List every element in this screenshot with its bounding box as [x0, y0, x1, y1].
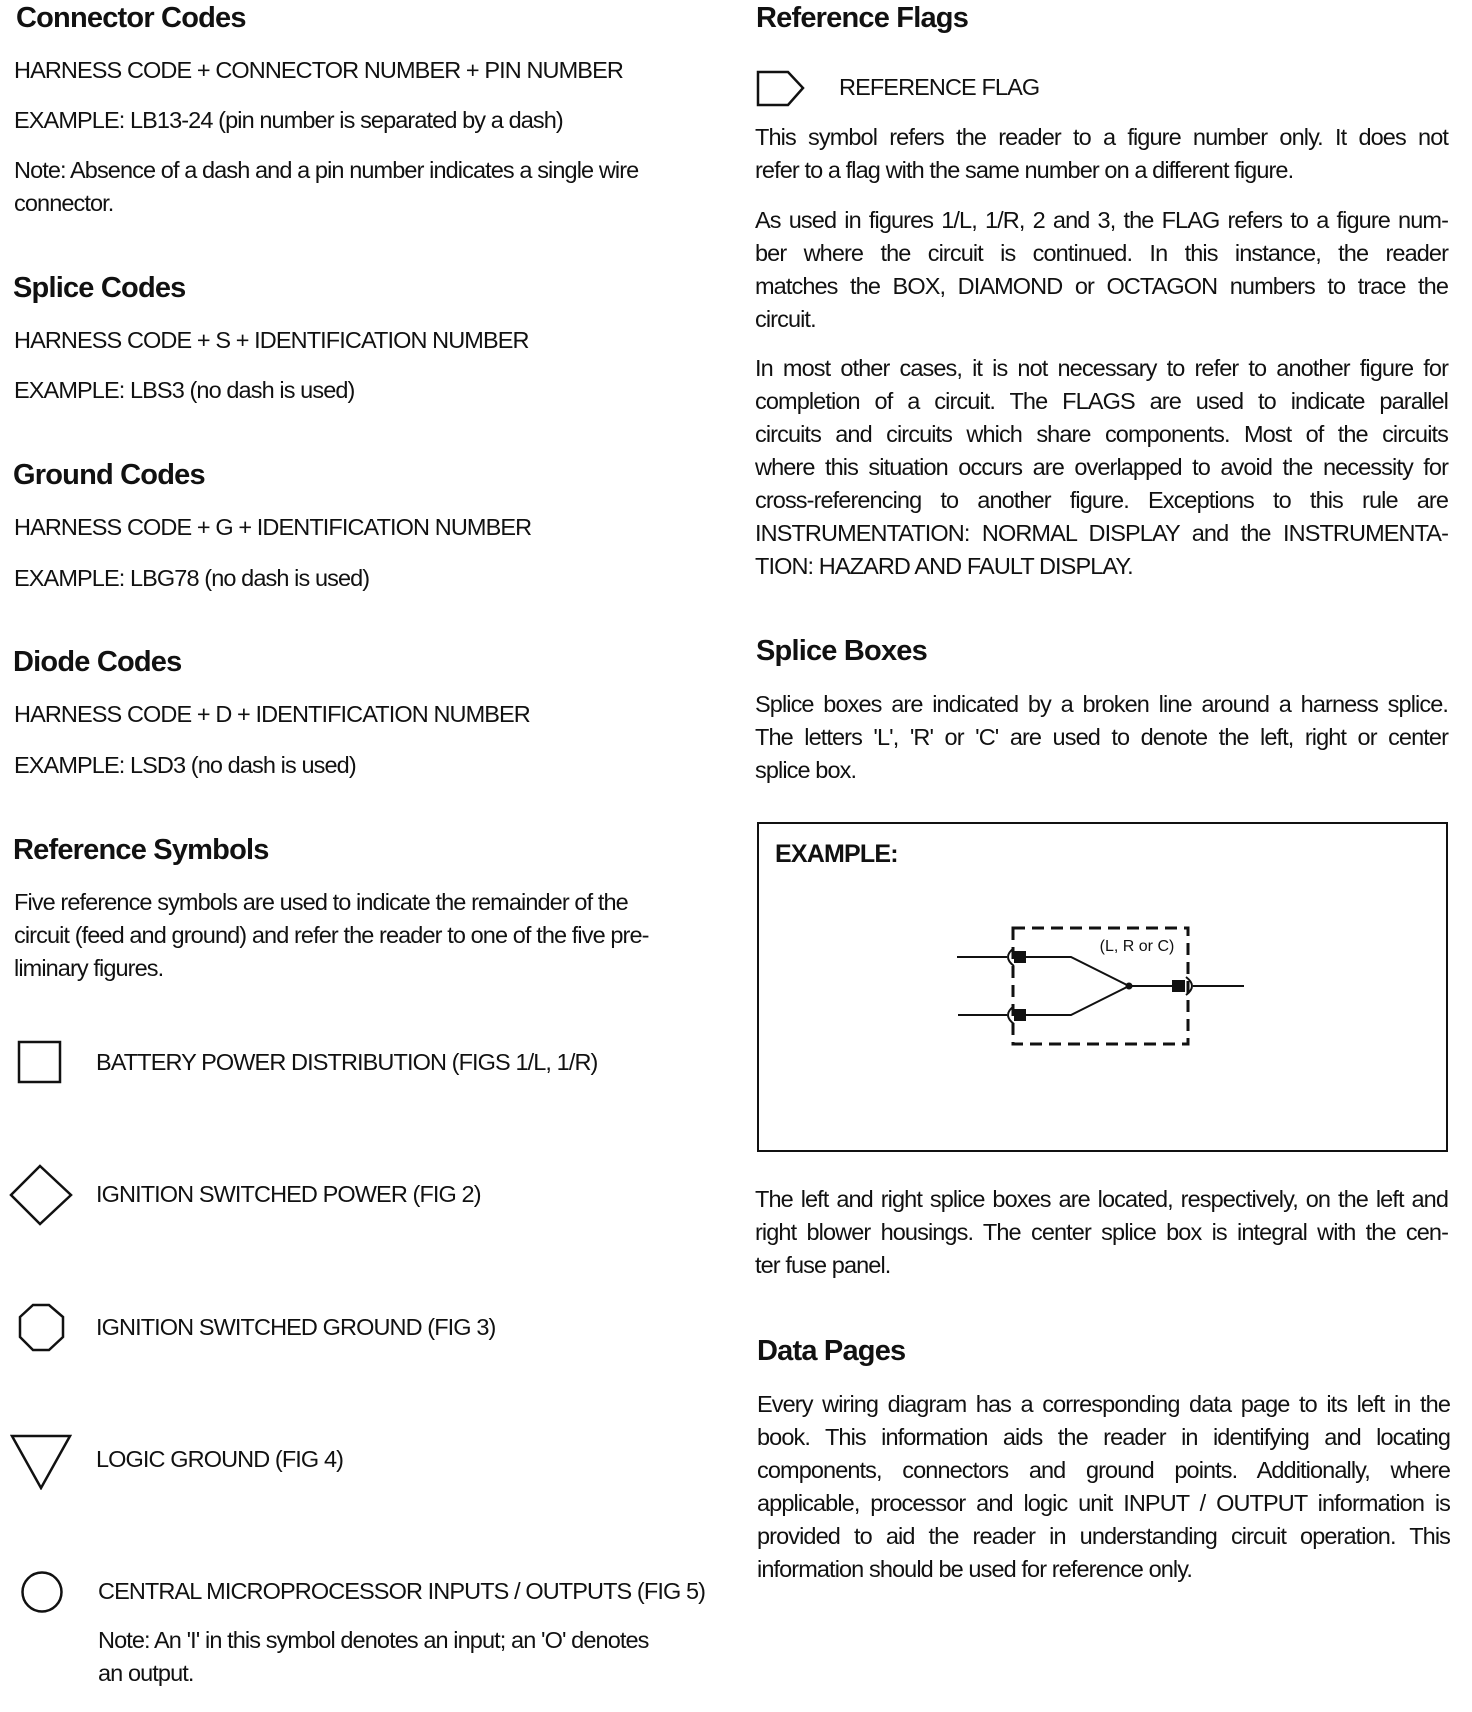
connector-codes-heading: Connector Codes: [16, 2, 246, 34]
symbol-label-microprocessor: CENTRAL MICROPROCESSOR INPUTS / OUTPUTS (FIG 5): [98, 1578, 706, 1604]
splice-boxes-paragraph-2: [755, 1183, 1448, 1282]
text-line: TION: HAZARD AND FAULT DISPLAY.: [755, 553, 1133, 579]
text-line: circuit (feed and ground) and refer the reader to one of the five pre-: [14, 922, 649, 948]
text-line: ber where the circuit is continued. In this instance, the reader: [755, 240, 1448, 266]
reference-flags-paragraph-2: [755, 204, 1448, 336]
diode-codes-example: EXAMPLE: LSD3 (no dash is used): [14, 752, 356, 778]
reference-flags-heading: Reference Flags: [756, 2, 969, 34]
text-line: liminary figures.: [14, 955, 164, 981]
diode-codes-heading: Diode Codes: [13, 646, 182, 678]
reference-flags-paragraph-3: [755, 352, 1448, 583]
text-line: matches the BOX, DIAMOND or OCTAGON numbers to trace the: [755, 273, 1448, 299]
reference-symbols-heading: Reference Symbols: [13, 834, 269, 866]
symbol-label-logic-ground: LOGIC GROUND (FIG 4): [96, 1446, 344, 1472]
text-line: In most other cases, it is not necessary to refer to another figure for: [755, 355, 1448, 381]
splice-box-id-label: (L, R or C): [1099, 938, 1175, 955]
text-line: an output.: [98, 1660, 194, 1686]
reference-flag-label: REFERENCE FLAG: [839, 74, 1040, 100]
example-label: EXAMPLE:: [775, 840, 898, 868]
connector-codes-example: EXAMPLE: LB13-24 (pin number is separated by a dash): [14, 107, 563, 133]
symbol-label-ignition-ground: IGNITION SWITCHED GROUND (FIG 3): [96, 1314, 496, 1340]
text-line: The left and right splice boxes are located, respectively, on the left and: [755, 1186, 1448, 1212]
text-line: This symbol refers the reader to a figure number only. It does not: [755, 124, 1448, 150]
text-line: Note: Absence of a dash and a pin number indicates a single wire: [14, 157, 639, 183]
text-line: cross-referencing to another figure. Exceptions to this rule are: [755, 487, 1448, 513]
octagon-icon: [18, 1303, 66, 1353]
text-line: INSTRUMENTATION: NORMAL DISPLAY and the INSTRUMENTA-: [755, 520, 1448, 546]
ground-codes-example: EXAMPLE: LBG78 (no dash is used): [14, 565, 370, 591]
text-line: Splice boxes are indicated by a broken line around a harness splice.: [755, 691, 1448, 717]
reference-symbols-intro: [14, 886, 707, 985]
flag-icon: [756, 70, 806, 108]
splice-codes-heading: Splice Codes: [13, 272, 186, 304]
text-line: As used in figures 1/L, 1/R, 2 and 3, the FLAG refers to a figure num-: [755, 207, 1448, 233]
text-line: Every wiring diagram has a corresponding data page to its left in the: [757, 1391, 1450, 1417]
text-line: information should be used for reference only.: [757, 1556, 1192, 1582]
text-line: Note: An 'I' in this symbol denotes an input; an 'O' denotes: [98, 1627, 649, 1653]
text-line: splice box.: [755, 757, 857, 783]
connector-codes-note: [14, 154, 707, 220]
symbol-label-battery: BATTERY POWER DISTRIBUTION (FIGS 1/L, 1/R): [96, 1049, 598, 1075]
splice-box-example: [757, 822, 1448, 1152]
reference-symbols-note: [98, 1624, 718, 1690]
text-line: right blower housings. The center splice box is integral with the cen-: [755, 1219, 1448, 1245]
data-pages-paragraph: [757, 1388, 1450, 1586]
diamond-icon: [9, 1164, 73, 1226]
triangle-down-icon: [10, 1434, 72, 1490]
text-line: where this situation occurs are overlapped to avoid the necessity for: [755, 454, 1448, 480]
text-line: Five reference symbols are used to indicate the remainder of the: [14, 889, 628, 915]
text-line: The letters 'L', 'R' or 'C' are used to denote the left, right or center: [755, 724, 1448, 750]
splice-codes-formula: HARNESS CODE + S + IDENTIFICATION NUMBER: [14, 327, 529, 353]
diode-codes-formula: HARNESS CODE + D + IDENTIFICATION NUMBER: [14, 701, 530, 727]
square-icon: [17, 1040, 63, 1084]
text-line: completion of a circuit. The FLAGS are used to indicate parallel: [755, 388, 1448, 414]
connector-codes-formula: HARNESS CODE + CONNECTOR NUMBER + PIN NUMBER: [14, 57, 623, 83]
reference-flags-paragraph-1: [755, 121, 1448, 187]
text-line: applicable, processor and logic unit INPUT / OUTPUT information is: [757, 1490, 1450, 1516]
splice-boxes-paragraph-1: [755, 688, 1448, 787]
text-line: refer to a flag with the same number on a different figure.: [755, 157, 1294, 183]
splice-boxes-heading: Splice Boxes: [756, 635, 927, 667]
text-line: connector.: [14, 190, 114, 216]
text-line: components, connectors and ground points. Additionally, where: [757, 1457, 1450, 1483]
ground-codes-formula: HARNESS CODE + G + IDENTIFICATION NUMBER: [14, 514, 532, 540]
ground-codes-heading: Ground Codes: [13, 459, 205, 491]
data-pages-heading: Data Pages: [757, 1335, 906, 1367]
text-line: circuit.: [755, 306, 816, 332]
symbol-label-ignition-power: IGNITION SWITCHED POWER (FIG 2): [96, 1181, 481, 1207]
text-line: provided to aid the reader in understanding circuit operation. This: [757, 1523, 1450, 1549]
text-line: ter fuse panel.: [755, 1252, 891, 1278]
circle-icon: [20, 1570, 64, 1614]
splice-codes-example: EXAMPLE: LBS3 (no dash is used): [14, 377, 355, 403]
text-line: book. This information aids the reader in identifying and locating: [757, 1424, 1450, 1450]
text-line: circuits and circuits which share components. Most of the circuits: [755, 421, 1448, 447]
